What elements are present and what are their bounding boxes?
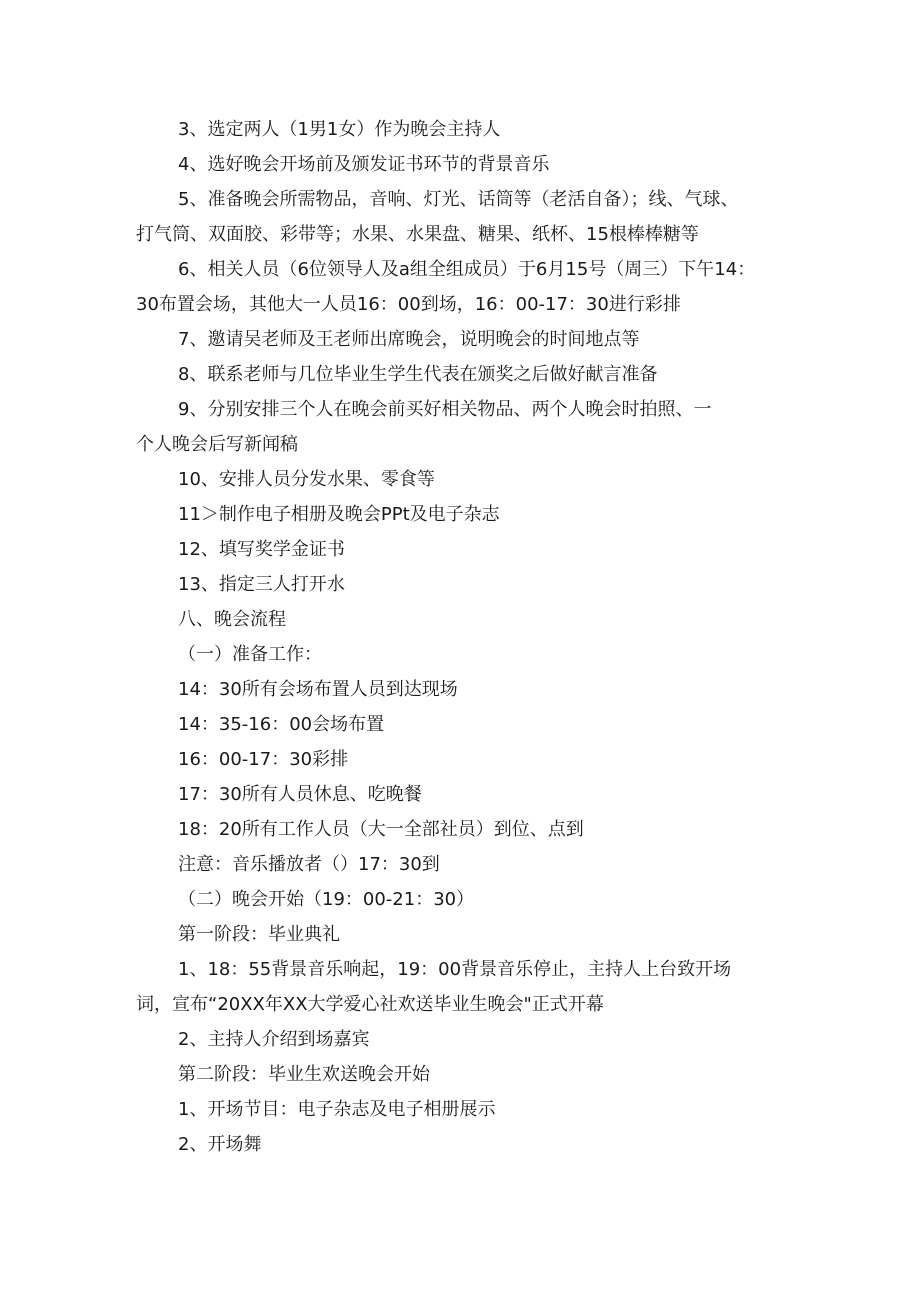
list-item-8: 8、联系老师与几位毕业生学生代表在颁奖之后做好献言准备: [178, 364, 658, 385]
list-item-9-continued: 个人晚会后写新闻稿: [136, 434, 298, 455]
list-item-11: 11＞制作电子相册及晚会PPt及电子杂志: [178, 504, 500, 525]
stage-item: 2、开场舞: [178, 1134, 262, 1155]
stage-item-continued: 词，宣布“20XX年XX大学爱心社欢送毕业生晚会"正式开幕: [136, 994, 604, 1015]
list-item-6: 6、相关人员（6位领导人及a组全组成员）于6月15号（周三）下午14：: [178, 259, 756, 280]
list-item-7: 7、邀请吴老师及王老师出席晚会，说明晚会的时间地点等: [178, 329, 640, 350]
document-body: [136, 112, 796, 1162]
list-item-9: 9、分别安排三个人在晚会前买好相关物品、两个人晚会时拍照、一: [178, 399, 712, 420]
schedule-item: 16：00-17：30彩排: [178, 749, 349, 770]
schedule-item: 17：30所有人员休息、吃晚餐: [178, 784, 422, 805]
schedule-item: 14：30所有会场布置人员到达现场: [178, 679, 458, 700]
note-line: 注意：音乐播放者（）17：30到: [178, 854, 440, 875]
list-item-13: 13、指定三人打开水: [178, 574, 345, 595]
stage-heading-2: 第二阶段：毕业生欢送晚会开始: [178, 1064, 430, 1085]
schedule-item: 18：20所有工作人员（大一全部社员）到位、点到: [178, 819, 584, 840]
list-item-5: 5、准备晚会所需物品，音响、灯光、话筒等（老活自备）；线、气球、: [178, 189, 739, 210]
stage-item: 1、18：55背景音乐响起，19：00背景音乐停止，主持人上台致开场: [178, 959, 732, 980]
list-item-10: 10、安排人员分发水果、零食等: [178, 469, 435, 490]
list-item-12: 12、填写奖学金证书: [178, 539, 345, 560]
stage-item: 2、主持人介绍到场嘉宾: [178, 1029, 370, 1050]
schedule-item: 14：35-16：00会场布置: [178, 714, 385, 735]
list-item-6-continued: 30布置会场，其他大一人员16：00到场，16：00-17：30进行彩排: [136, 294, 681, 315]
list-item-5-continued: 打气筒、双面胶、彩带等；水果、水果盘、糖果、纸杯、15根棒棒糖等: [136, 224, 699, 245]
subsection-heading-prep: （一）准备工作：: [178, 644, 322, 665]
stage-heading-1: 第一阶段：毕业典礼: [178, 924, 340, 945]
stage-item: 1、开场节目：电子杂志及电子相册展示: [178, 1099, 496, 1120]
list-item-3: 3、选定两人（1男1女）作为晚会主持人: [178, 119, 501, 140]
subsection-heading-start: （二）晚会开始（19：00-21：30）: [178, 889, 475, 910]
section-heading-8: 八、晚会流程: [178, 609, 286, 630]
list-item-4: 4、选好晚会开场前及颁发证书环节的背景音乐: [178, 154, 550, 175]
